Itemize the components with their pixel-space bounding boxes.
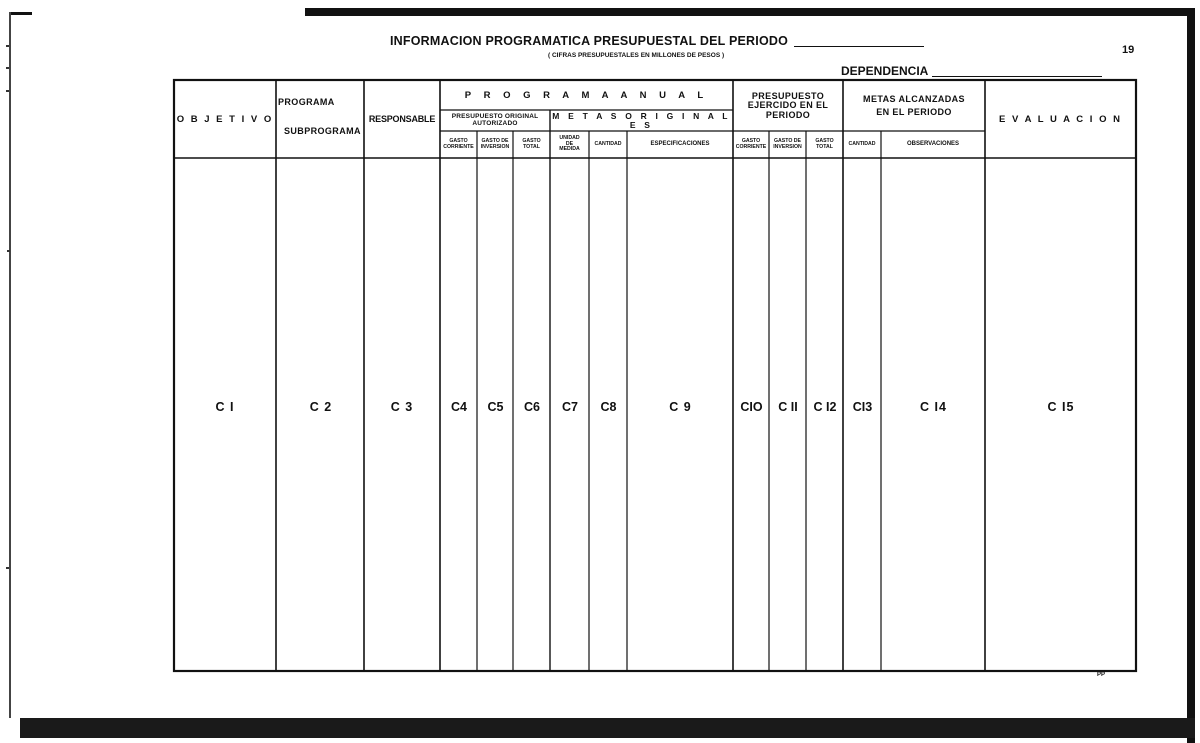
column-code: C6 (524, 400, 540, 415)
header-objetivo: O B J E T I V O (176, 113, 274, 125)
column-code: C I (215, 400, 235, 415)
column-code: C II (778, 400, 798, 415)
subheader-cantidad: CANTIDAD (594, 140, 622, 147)
column-code: C 9 (669, 400, 692, 415)
column-code: C8 (600, 400, 617, 415)
column-code: C5 (487, 400, 504, 415)
header-responsable: RESPONSABLE (368, 113, 436, 124)
footer-mark: PP (1097, 672, 1106, 678)
subheader-gasto-corriente: GASTO CORRIENTE (443, 137, 474, 150)
header-evaluacion: E V A L U A C I O N (999, 113, 1122, 125)
column-code: C4 (451, 400, 467, 415)
column-code: CIO (740, 400, 763, 415)
column-code: C I5 (1047, 400, 1075, 415)
header-presupuesto-original: PRESUPUESTO ORIGINAL AUTORIZADO (451, 113, 539, 127)
column-code: C I2 (813, 400, 837, 415)
subheader-gasto-total: GASTO TOTAL (522, 137, 541, 150)
subheader-cantidad: CANTIDAD (848, 140, 876, 147)
column-code: C 2 (309, 400, 333, 415)
subheader-especificaciones: ESPECIFICACIONES (650, 141, 710, 148)
header-metas-alcanzadas: METAS ALCANZADAS EN EL PERIODO (863, 93, 965, 117)
page-number: 19 (1122, 44, 1135, 56)
header-programa: PROGRAMA (278, 97, 335, 108)
document-subtitle: ( CIFRAS PRESUPUESTALES EN MILLONES DE PESOS ) (548, 52, 725, 59)
column-code: C7 (562, 400, 578, 415)
dependencia-label: DEPENDENCIA (841, 64, 929, 78)
column-code: C 3 (390, 400, 414, 415)
subheader-gasto-inversion: GASTO DE INVERSION (773, 137, 802, 150)
column-code: C I4 (920, 400, 947, 415)
subheader-gasto-total: GASTO TOTAL (815, 137, 834, 150)
column-code: CI3 (852, 400, 873, 415)
header-programa-anual: P R O G R A M A A N U A L (464, 90, 709, 102)
subheader-unidad-medida: UNIDAD DE MEDIDA (559, 134, 580, 153)
subheader-observaciones: OBSERVACIONES (906, 141, 960, 148)
header-subprograma: SUBPROGRAMA (284, 126, 361, 137)
header-metas-originales: M E T A S O R I G I N A L E S (552, 111, 731, 130)
table-outer-border (174, 80, 1136, 671)
subheader-gasto-corriente: GASTO CORRIENTE (735, 137, 767, 150)
header-presupuesto-ejercido: PRESUPUESTO EJERCIDO EN EL PERIODO (747, 90, 829, 120)
title-text: INFORMACION PROGRAMATICA PRESUPUESTAL DEL PERIODO (390, 34, 789, 48)
subheader-gasto-inversion: GASTO DE INVERSION (480, 137, 510, 150)
